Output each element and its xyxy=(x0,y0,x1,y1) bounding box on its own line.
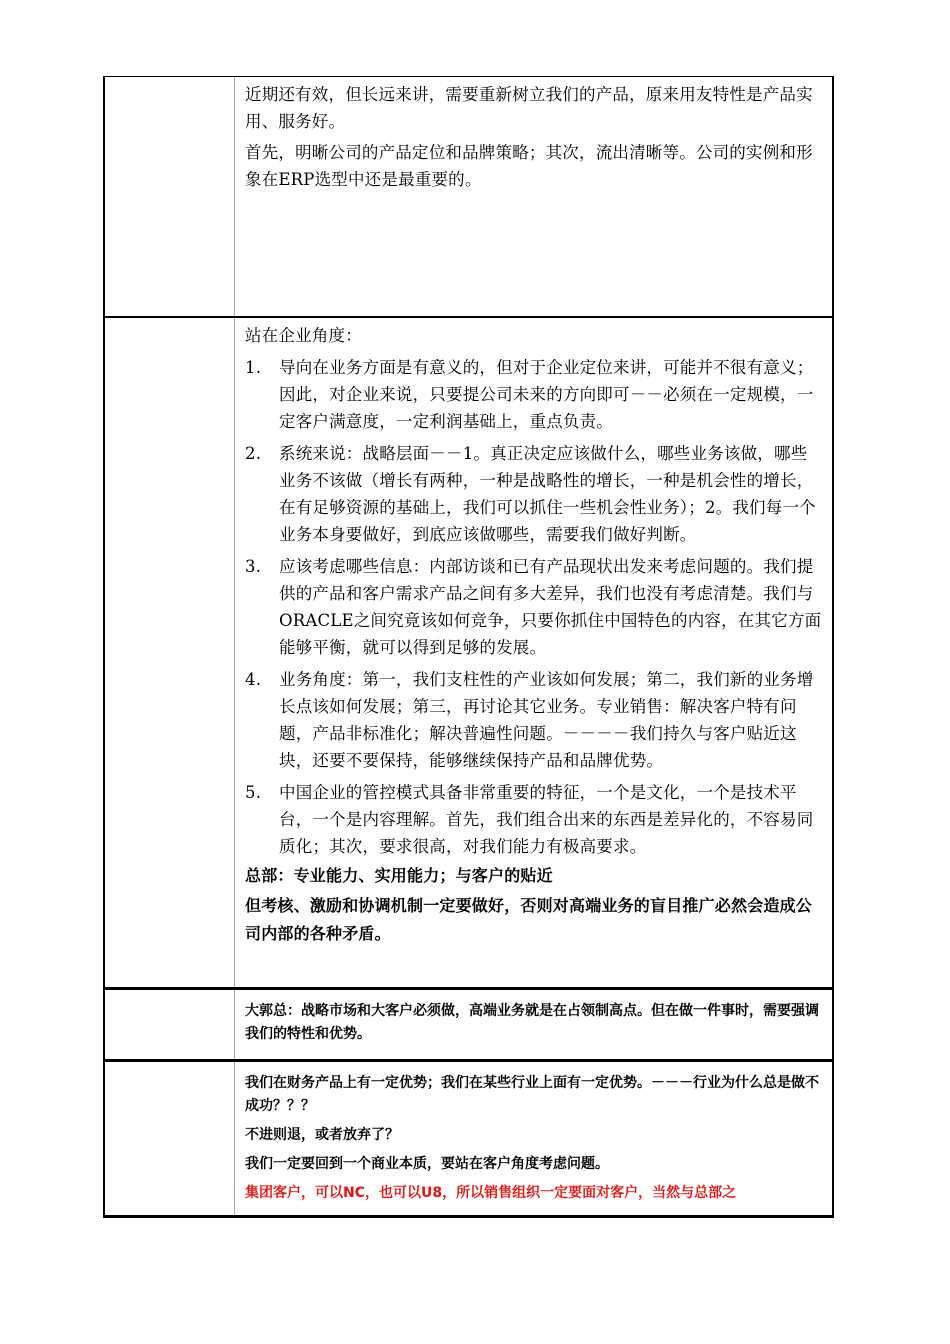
row-label-cell xyxy=(105,318,235,987)
bold-summary: 但考核、激励和协调机制一定要做好，否则对高端业务的盲目推广必然会造成公司内部的各种矛盾。 xyxy=(245,896,813,943)
row-content-cell xyxy=(235,1062,832,1215)
row-label-cell xyxy=(105,77,235,316)
row-content-cell xyxy=(235,990,832,1059)
list-text: 导向在业务方面是有意义的，但对于企业定位来讲，可能并不很有意义；因此，对企业来说，只要提公司未来的方向即可－－必须在一定规模，一定客户满意度，一定利润基础上，重点负责。 xyxy=(279,358,814,431)
list-text: 中国企业的管控模式具备非常重要的特征，一个是文化，一个是技术平台，一个是内容理解。首先，我们组合出来的东西是差异化的，不容易同质化；其次，要求很高，对我们能力有极高要求。 xyxy=(279,783,814,856)
list-number: 4. xyxy=(245,670,262,689)
table-row xyxy=(103,1062,834,1218)
row-label-cell xyxy=(105,990,235,1059)
table-row xyxy=(103,318,834,990)
list-item xyxy=(245,553,824,661)
row-label-cell xyxy=(105,1062,235,1215)
paragraph: 近期还有效，但长远来讲，需要重新树立我们的产品，原来用友特性是产品实用、服务好。 xyxy=(245,85,813,131)
row-content-cell xyxy=(235,77,832,316)
list-item xyxy=(245,354,824,435)
table-row xyxy=(103,76,834,318)
list-item xyxy=(245,779,824,860)
bold-summary: 总部：专业能力、实用能力；与客户的贴近 xyxy=(245,866,553,885)
note-line: 不进则退，或者放弃了？ xyxy=(245,1127,399,1143)
list-number: 1. xyxy=(245,358,262,377)
paragraph: 首先，明晰公司的产品定位和品牌策略；其次，流出清晰等。公司的实例和形象在ERP选型中还是最重要的。 xyxy=(245,143,813,189)
note-line: 我们在财务产品上有一定优势；我们在某些行业上面有一定优势。－－－行业为什么总是做不成功？？？ xyxy=(245,1075,819,1114)
speaker-note: 大郭总：战略市场和大客户必须做，高端业务就是在占领制高点。但在做一件事时，需要强调我们的特性和优势。 xyxy=(245,1003,819,1042)
list-item xyxy=(245,666,824,774)
list-number: 3. xyxy=(245,557,262,576)
list-text: 系统来说：战略层面－－1。真正决定应该做什么，哪些业务该做，哪些业务不该做（增长有两种，一种是战略性的增长，一种是机会性的增长，在有足够资源的基础上，我们可以抓住一些机会性业务）；2。我们每一个业务本身要做好，到底应该做哪些，需要我们做好判断。 xyxy=(279,444,816,544)
note-line: 我们一定要回到一个商业本质，要站在客户角度考虑问题。 xyxy=(245,1156,609,1172)
list-number: 2. xyxy=(245,444,262,463)
list-number: 5. xyxy=(245,783,262,802)
highlighted-note-line: 集团客户，可以NC，也可以U8，所以销售组织一定要面对客户，当然与总部之 xyxy=(245,1185,737,1201)
notes-table xyxy=(103,76,834,1218)
table-row xyxy=(103,990,834,1062)
list-text: 业务角度：第一，我们支柱性的产业该如何发展；第二，我们新的业务增长点该如何发展；第三，再讨论其它业务。专业销售：解决客户特有问题，产品非标准化；解决普遍性问题。－－－－我们持久与客户贴近这块，还要不要保持，能够继续保持产品和品牌优势。 xyxy=(279,670,814,770)
section-intro: 站在企业角度： xyxy=(245,326,362,345)
list-item xyxy=(245,440,824,548)
list-text: 应该考虑哪些信息：内部访谈和已有产品现状出发来考虑问题的。我们提供的产品和客户需求产品之间有多大差异，我们也没有考虑清楚。我们与ORACLE之间究竟该如何竞争，只要你抓住中国特色的内容，在其它方面能够平衡，就可以得到足够的发展。 xyxy=(279,557,822,657)
row-content-cell xyxy=(235,318,832,987)
